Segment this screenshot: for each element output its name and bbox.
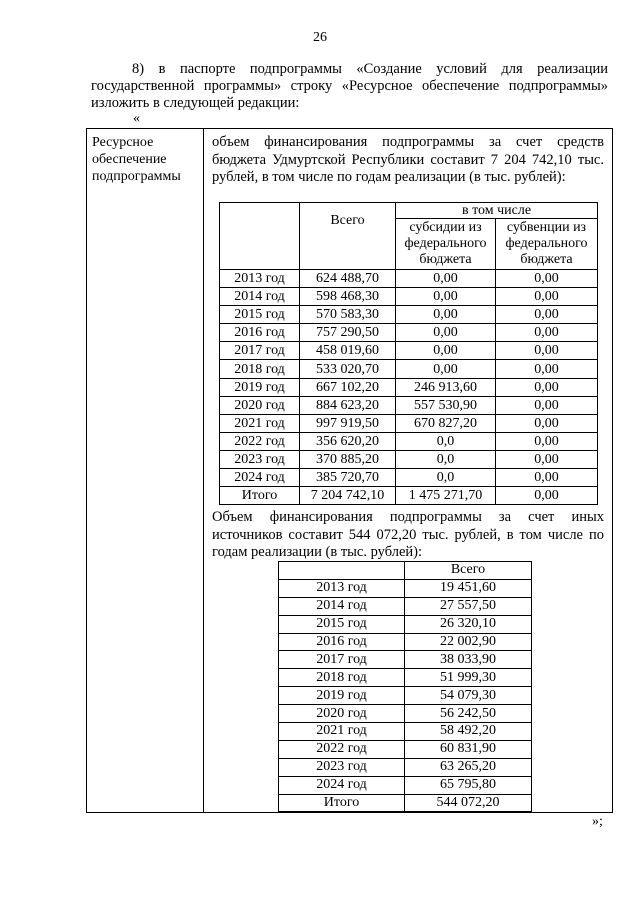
year-cell: 2022 год — [279, 740, 405, 758]
subsidies-cell: 0,00 — [396, 324, 496, 342]
subsidies-cell: 0,00 — [396, 270, 496, 288]
intro-paragraph: 8) в паспорте подпрограммы «Создание условий для реализации государственной программы» строку «Ресурсное обеспечение подпрограммы» изложить в следующей редакции: — [91, 61, 608, 111]
table-row — [279, 597, 532, 615]
year-cell: 2015 год — [220, 306, 300, 324]
table-row — [220, 288, 598, 306]
subsidies-cell: 0,0 — [396, 469, 496, 487]
total-cell: 757 290,50 — [300, 324, 396, 342]
subventions-cell: 0,00 — [496, 288, 598, 306]
year-cell: 2013 год — [279, 579, 405, 597]
total-cell: 27 557,50 — [405, 597, 532, 615]
total-cell: 598 468,30 — [300, 288, 396, 306]
subventions-cell: 0,00 — [496, 306, 598, 324]
subventions-cell: 0,00 — [496, 342, 598, 360]
total-cell: 58 492,20 — [405, 723, 532, 741]
column-divider — [203, 129, 204, 812]
year-cell: 2016 год — [220, 324, 300, 342]
year-cell: 2024 год — [279, 776, 405, 794]
total-cell: 370 885,20 — [300, 450, 396, 468]
total-cell: 56 242,50 — [405, 705, 532, 723]
total-cell: 385 720,70 — [300, 469, 396, 487]
year-cell: 2024 год — [220, 469, 300, 487]
total-header: Всего — [300, 203, 396, 270]
subventions-cell: 0,00 — [496, 469, 598, 487]
table-row — [220, 270, 598, 288]
table-row — [220, 306, 598, 324]
year-cell: 2021 год — [220, 414, 300, 432]
subventions-cell: 0,00 — [496, 450, 598, 468]
table-row — [220, 469, 598, 487]
table-row — [279, 615, 532, 633]
subsidies-header: субсидии из федерального бюджета — [396, 219, 496, 270]
total-cell: 26 320,10 — [405, 615, 532, 633]
page-number: 26 — [313, 30, 327, 45]
year-cell: Итого — [220, 487, 300, 505]
total-cell: 7 204 742,10 — [300, 487, 396, 505]
subsidies-cell: 0,00 — [396, 360, 496, 378]
table-row — [279, 723, 532, 741]
year-cell: 2023 год — [279, 758, 405, 776]
total-cell: 458 019,60 — [300, 342, 396, 360]
table-row — [220, 396, 598, 414]
year-cell: 2021 год — [279, 723, 405, 741]
year-cell: 2022 год — [220, 432, 300, 450]
year-cell: 2015 год — [279, 615, 405, 633]
resource-label: Ресурсное обеспечение подпрограммы — [92, 135, 181, 184]
year-cell: 2023 год — [220, 450, 300, 468]
subventions-cell: 0,00 — [496, 487, 598, 505]
total-header: Всего — [405, 562, 532, 580]
table-row — [279, 740, 532, 758]
year-cell: 2014 год — [279, 597, 405, 615]
table-row — [220, 378, 598, 396]
table-row — [220, 487, 598, 505]
opening-quote: « — [133, 111, 140, 126]
total-cell: 570 583,30 — [300, 306, 396, 324]
budget-table — [219, 202, 598, 505]
year-header-cell — [220, 203, 300, 270]
subsidies-cell: 0,00 — [396, 306, 496, 324]
total-cell: 544 072,20 — [405, 794, 532, 812]
total-cell: 65 795,80 — [405, 776, 532, 794]
table-row — [279, 579, 532, 597]
subsidies-cell: 670 827,20 — [396, 414, 496, 432]
table-row — [279, 687, 532, 705]
subventions-cell: 0,00 — [496, 270, 598, 288]
total-cell: 54 079,30 — [405, 687, 532, 705]
total-cell: 22 002,90 — [405, 633, 532, 651]
subsidies-cell: 0,0 — [396, 432, 496, 450]
subsidies-cell: 0,00 — [396, 288, 496, 306]
other-sources-description: Объем финансирования подпрограммы за счет иных источников составит 544 072,20 тыс. рублей, в том числе по годам реализации (в тыс. рублей): — [212, 509, 604, 560]
year-cell: 2017 год — [220, 342, 300, 360]
total-cell: 63 265,20 — [405, 758, 532, 776]
subventions-header: субвенции из федерального бюджета — [496, 219, 598, 270]
table-row — [279, 705, 532, 723]
table-row — [220, 324, 598, 342]
year-cell: Итого — [279, 794, 405, 812]
table-row — [220, 342, 598, 360]
table-row — [220, 432, 598, 450]
total-cell: 38 033,90 — [405, 651, 532, 669]
table-row — [220, 414, 598, 432]
year-cell: 2020 год — [279, 705, 405, 723]
year-header-cell — [279, 562, 405, 580]
year-cell: 2016 год — [279, 633, 405, 651]
table-row — [279, 794, 532, 812]
total-cell: 533 020,70 — [300, 360, 396, 378]
subventions-cell: 0,00 — [496, 414, 598, 432]
table-row — [220, 360, 598, 378]
subsidies-cell: 0,00 — [396, 342, 496, 360]
table-row — [279, 776, 532, 794]
year-cell: 2014 год — [220, 288, 300, 306]
table-row — [279, 651, 532, 669]
total-cell: 667 102,20 — [300, 378, 396, 396]
subventions-cell: 0,00 — [496, 432, 598, 450]
total-cell: 51 999,30 — [405, 669, 532, 687]
subventions-cell: 0,00 — [496, 360, 598, 378]
subsidies-cell: 0,0 — [396, 450, 496, 468]
year-cell: 2019 год — [220, 378, 300, 396]
year-cell: 2018 год — [279, 669, 405, 687]
group-header: в том числе — [396, 203, 598, 219]
total-cell: 997 919,50 — [300, 414, 396, 432]
total-cell: 19 451,60 — [405, 579, 532, 597]
total-cell: 60 831,90 — [405, 740, 532, 758]
year-cell: 2020 год — [220, 396, 300, 414]
subventions-cell: 0,00 — [496, 324, 598, 342]
table-row — [279, 758, 532, 776]
table-row — [220, 450, 598, 468]
subsidies-cell: 557 530,90 — [396, 396, 496, 414]
budget-description: объем финансирования подпрограммы за счет средств бюджета Удмуртской Республики составит 7 204 742,10 тыс. рублей, в том числе по годам реализации (в тыс. рублей): — [212, 134, 604, 185]
subsidies-cell: 246 913,60 — [396, 378, 496, 396]
total-cell: 884 623,20 — [300, 396, 396, 414]
table-row — [279, 669, 532, 687]
subventions-cell: 0,00 — [496, 396, 598, 414]
table-row — [279, 633, 532, 651]
year-cell: 2017 год — [279, 651, 405, 669]
total-cell: 356 620,20 — [300, 432, 396, 450]
year-cell: 2013 год — [220, 270, 300, 288]
other-sources-table — [278, 561, 532, 812]
year-cell: 2019 год — [279, 687, 405, 705]
total-cell: 624 488,70 — [300, 270, 396, 288]
subventions-cell: 0,00 — [496, 378, 598, 396]
closing-quote: »; — [592, 814, 603, 829]
subsidies-cell: 1 475 271,70 — [396, 487, 496, 505]
year-cell: 2018 год — [220, 360, 300, 378]
